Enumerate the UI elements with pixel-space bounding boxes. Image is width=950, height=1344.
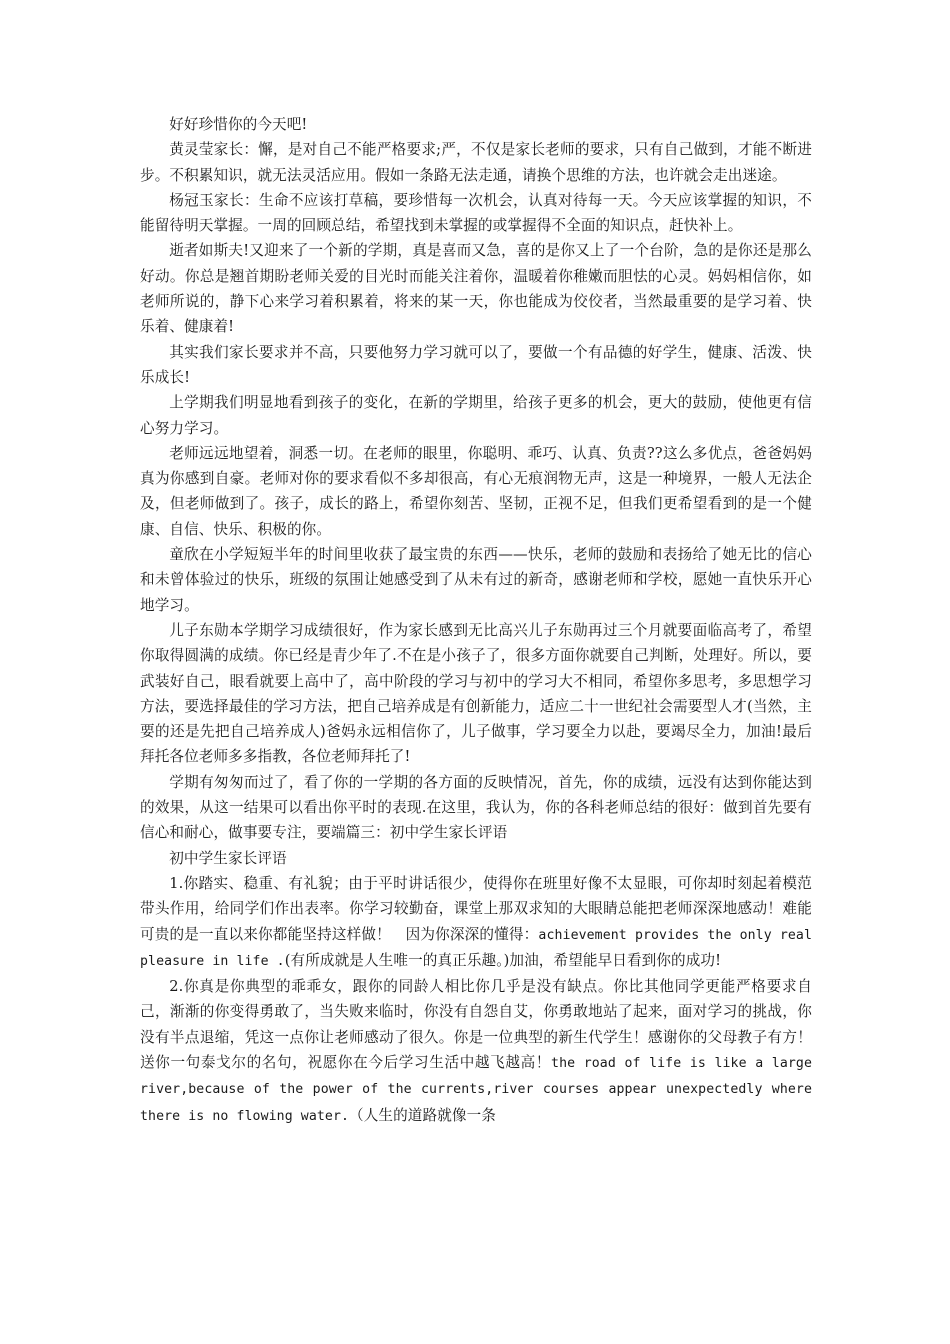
paragraph: 黄灵莹家长：懈，是对自己不能严格要求;严，不仅是家长老师的要求，只有自己做到，才能不断进步。不积累知识，就无法灵活应用。假如一条路无法走通，请换个思维的方法，也许就会走出迷途。 (140, 141, 812, 184)
document-body (140, 112, 812, 1129)
paragraph: 其实我们家长要求并不高，只要他努力学习就可以了，要做一个有品德的好学生，健康、活泼、快乐成长! (140, 343, 812, 386)
paragraph: 逝者如斯夫!又迎来了一个新的学期，真是喜而又急，喜的是你又上了一个台阶，急的是你还是那么好动。你总是翘首期盼老师关爱的目光时而能关注着你，温暖着你稚嫩而胆怯的心灵。妈妈相信你，如老师所说的，静下心来学习着积累着，将来的某一天，你也能成为佼佼者，当然最重要的是学习着、快乐着、健康着! (140, 242, 812, 336)
numbered-comment-2 (140, 974, 812, 1129)
paragraph: 学期有匆匆而过了，看了你的一学期的各方面的反映情况，首先，你的成绩，远没有达到你能达到的效果，从这一结果可以看出你平时的表现.在这里，我认为，你的各科老师总结的很好：做到首先要有信心和耐心，做事要专注，要端篇三：初中学生家长评语 (140, 773, 812, 842)
paragraph: 好好珍惜你的今天吧! (169, 116, 308, 133)
paragraph: 童欣在小学短短半年的时间里收获了最宝贵的东西——快乐，老师的鼓励和表扬给了她无比的信心和未曾体验过的快乐，班级的氛围让她感受到了从未有过的新奇，感谢老师和学校，愿她一直快乐开心地学习。 (140, 546, 812, 614)
paragraph: 上学期我们明显地看到孩子的变化，在新的学期里，给孩子更多的机会，更大的鼓励，使他更有信心努力学习。 (140, 394, 812, 437)
section-heading: 初中学生家长评语 (169, 849, 287, 867)
paragraph: 老师远远地望着，洞悉一切。在老师的眼里，你聪明、乖巧、认真、负责??这么多优点，爸爸妈妈真为你感到自豪。老师对你的要求看似不多却很高，有心无痕润物无声，这是一种境界，一般人无法企及，但老师做到了。孩子，成长的路上，希望你刻苦、坚韧，正视不足，但我们更希望看到的是一个健康、自信、快乐、积极的你。 (140, 444, 812, 538)
comment-text: 1.你踏实、稳重、有礼貌；由于平时讲话很少，使得你在班里好像不太显眼，可你却时刻起着模范带头作用，给同学们作出表率。你学习较勤奋，课堂上那双求知的大眼睛总能把老师深深地感动！难能可贵的是一直以来你都能坚持这样做！ 因为你深深的懂得： (140, 874, 812, 943)
comment-text: (有所成就是人生唯一的真正乐趣。)加油，希望能早日看到你的成功! (284, 951, 722, 969)
comment-text: 2.你真是你典型的乖乖女，跟你的同龄人相比你几乎是没有缺点。你比其他同学更能严格要求自己，渐渐的你变得勇敢了，当失败来临时，你没有自怨自艾，你勇敢地站了起来，面对学习的挑战，你没有半点退缩，凭这一点你让老师感动了很久。你是一位典型的新生代学生！感谢你的父母教子有方！送你一句泰戈尔的名句，祝愿你在今后学习生活中越飞越高！ (140, 978, 812, 1071)
paragraph: 杨冠玉家长：生命不应该打草稿，要珍惜每一次机会，认真对待每一天。今天应该掌握的知识，不能留待明天掌握。一周的回顾总结，希望找到未掌握的或掌握得不全面的知识点，赶快补上。 (140, 191, 812, 235)
numbered-comment-1 (140, 871, 812, 974)
paragraph: 儿子东勋本学期学习成绩很好，作为家长感到无比高兴儿子东勋再过三个月就要面临高考了，希望你取得圆满的成绩。你已经是青少年了.不在是小孩子了，很多方面你就要自己判断，处理好。所以，要武装好自己，眼看就要上高中了，高中阶段的学习与初中的学习大不相同，希望你多思考，多思想学习方法，要选择最佳的学习方法，把自己培养成是有创新能力，适应二十一世纪社会需要型人才(当然，主要的还是先把自己培养成人)爸妈永远相信你了，儿子做事，学习要全力以赴，要竭尽全力，加油!最后拜托各位老师多多指教，各位老师拜托了! (140, 621, 812, 766)
comment-text: （人生的道路就像一条 (349, 1106, 496, 1124)
english-quote: achievement provides the only real pleasure in life . (140, 927, 812, 969)
english-quote: the road of life is like a large river,because of the power of the currents,river courses appear unexpectedly where there is no flowing water. (140, 1055, 813, 1124)
